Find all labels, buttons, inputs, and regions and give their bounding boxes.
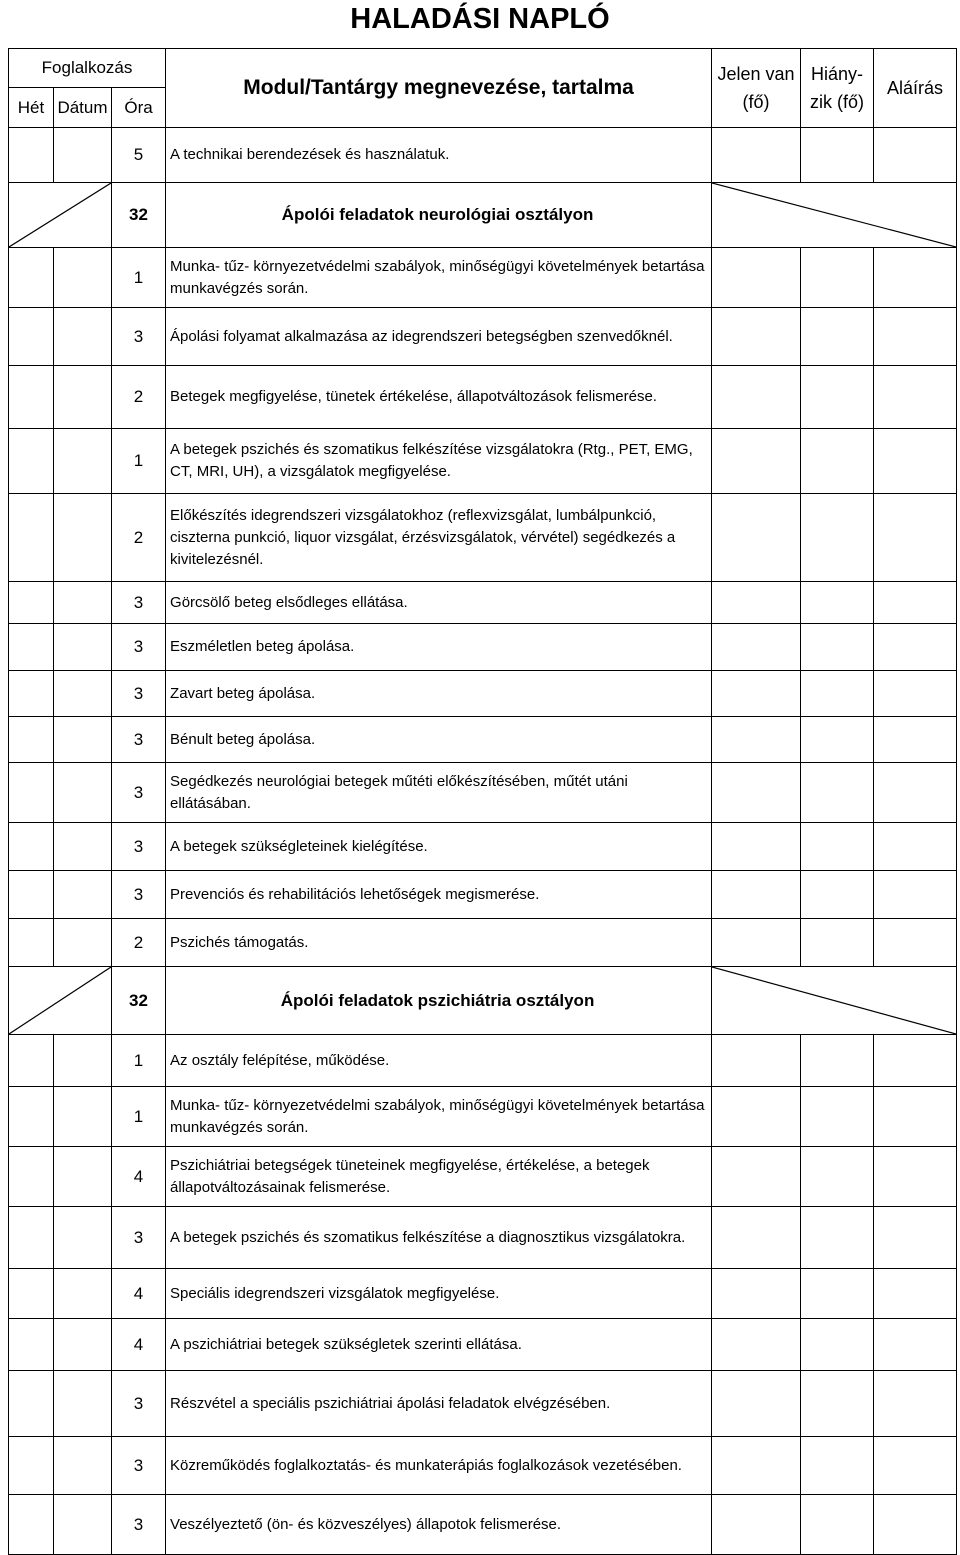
header-modul: Modul/Tantárgy megnevezése, tartalma <box>166 49 712 128</box>
hianyzik-cell[interactable] <box>801 1147 874 1207</box>
header-jelen-van <box>712 49 801 128</box>
header-alairas: Aláírás <box>874 49 957 128</box>
topic-cell: Eszméletlen beteg ápolása. <box>166 624 712 671</box>
jelen-cell[interactable] <box>712 671 801 717</box>
page-title: HALADÁSI NAPLÓ <box>350 3 610 35</box>
header-ora: Óra <box>112 88 166 128</box>
table-row <box>9 1269 957 1319</box>
jelen-cell[interactable] <box>712 1437 801 1495</box>
hours-cell: 3 <box>112 308 166 366</box>
topic-cell: Betegek megfigyelése, tünetek értékelése, állapotváltozások felismerése. <box>166 366 712 429</box>
jelen-cell[interactable] <box>712 624 801 671</box>
het-cell[interactable] <box>9 582 54 624</box>
jelen-cell[interactable] <box>712 871 801 919</box>
hours-cell: 3 <box>112 1371 166 1437</box>
alairas-cell[interactable] <box>874 1437 957 1495</box>
section-diagonal-right <box>712 967 957 1035</box>
datum-cell[interactable] <box>54 871 112 919</box>
alairas-cell[interactable] <box>874 429 957 494</box>
datum-cell[interactable] <box>54 1319 112 1371</box>
datum-cell[interactable] <box>54 1495 112 1555</box>
alairas-cell[interactable] <box>874 823 957 871</box>
het-cell[interactable] <box>9 366 54 429</box>
hours-cell: 5 <box>112 128 166 183</box>
het-cell[interactable] <box>9 1147 54 1207</box>
alairas-cell[interactable] <box>874 1035 957 1087</box>
alairas-cell[interactable] <box>874 1207 957 1269</box>
jelen-cell[interactable] <box>712 128 801 183</box>
topic-cell: A pszichiátriai betegek szükségletek szerinti ellátása. <box>166 1319 712 1371</box>
jelen-cell[interactable] <box>712 582 801 624</box>
alairas-cell[interactable] <box>874 919 957 967</box>
hours-cell: 3 <box>112 1437 166 1495</box>
hianyzik-cell[interactable] <box>801 494 874 582</box>
header-jelen-line1: Jelen van <box>717 64 795 84</box>
section-title: Ápolói feladatok pszichiátria osztályon <box>166 967 712 1035</box>
topic-cell: Görcsölő beteg elsődleges ellátása. <box>166 582 712 624</box>
hianyzik-cell[interactable] <box>801 1087 874 1147</box>
jelen-cell[interactable] <box>712 717 801 763</box>
hianyzik-cell[interactable] <box>801 823 874 871</box>
datum-cell[interactable] <box>54 248 112 308</box>
jelen-cell[interactable] <box>712 494 801 582</box>
topic-cell: Ápolási folyamat alkalmazása az idegrendszeri betegségben szenvedőknél. <box>166 308 712 366</box>
datum-cell[interactable] <box>54 308 112 366</box>
table-row <box>9 1495 957 1555</box>
alairas-cell[interactable] <box>874 494 957 582</box>
hianyzik-cell[interactable] <box>801 763 874 823</box>
datum-cell[interactable] <box>54 1087 112 1147</box>
table-row <box>9 429 957 494</box>
header-het: Hét <box>9 88 54 128</box>
topic-cell: A betegek szükségleteinek kielégítése. <box>166 823 712 871</box>
section-row <box>9 183 957 248</box>
topic-cell: Pszichiátriai betegségek tüneteinek megfigyelése, értékelése, a betegek állapotváltozásainak felismerése. <box>166 1147 712 1207</box>
het-cell[interactable] <box>9 248 54 308</box>
hianyzik-cell[interactable] <box>801 1319 874 1371</box>
hianyzik-cell[interactable] <box>801 919 874 967</box>
alairas-cell[interactable] <box>874 128 957 183</box>
table-row <box>9 717 957 763</box>
hianyzik-cell[interactable] <box>801 1495 874 1555</box>
table-row <box>9 763 957 823</box>
datum-cell[interactable] <box>54 366 112 429</box>
het-cell[interactable] <box>9 871 54 919</box>
het-cell[interactable] <box>9 919 54 967</box>
alairas-cell[interactable] <box>874 624 957 671</box>
datum-cell[interactable] <box>54 763 112 823</box>
alairas-cell[interactable] <box>874 763 957 823</box>
header-jelen-line2: (fő) <box>742 92 770 112</box>
table-row <box>9 823 957 871</box>
hianyzik-cell[interactable] <box>801 308 874 366</box>
hianyzik-cell[interactable] <box>801 582 874 624</box>
jelen-cell[interactable] <box>712 1371 801 1437</box>
hours-cell: 32 <box>112 183 166 248</box>
hours-cell: 3 <box>112 582 166 624</box>
het-cell[interactable] <box>9 1437 54 1495</box>
hianyzik-cell[interactable] <box>801 671 874 717</box>
hours-cell: 4 <box>112 1147 166 1207</box>
hours-cell: 3 <box>112 763 166 823</box>
table-row <box>9 494 957 582</box>
het-cell[interactable] <box>9 1319 54 1371</box>
hours-cell: 1 <box>112 1087 166 1147</box>
jelen-cell[interactable] <box>712 763 801 823</box>
alairas-cell[interactable] <box>874 1495 957 1555</box>
topic-cell: Pszichés támogatás. <box>166 919 712 967</box>
datum-cell[interactable] <box>54 919 112 967</box>
het-cell[interactable] <box>9 823 54 871</box>
progress-log-table <box>8 48 957 1555</box>
het-cell[interactable] <box>9 308 54 366</box>
table-row <box>9 1087 957 1147</box>
het-cell[interactable] <box>9 429 54 494</box>
hours-cell: 2 <box>112 494 166 582</box>
hianyzik-cell[interactable] <box>801 366 874 429</box>
datum-cell[interactable] <box>54 429 112 494</box>
datum-cell[interactable] <box>54 624 112 671</box>
header-hianyzik <box>801 49 874 128</box>
datum-cell[interactable] <box>54 494 112 582</box>
hours-cell: 1 <box>112 429 166 494</box>
section-diagonal-left <box>9 183 112 248</box>
table-row <box>9 1207 957 1269</box>
datum-cell[interactable] <box>54 582 112 624</box>
section-diagonal-right <box>712 183 957 248</box>
section-title: Ápolói feladatok neurológiai osztályon <box>166 183 712 248</box>
jelen-cell[interactable] <box>712 1147 801 1207</box>
table-row <box>9 671 957 717</box>
datum-cell[interactable] <box>54 717 112 763</box>
topic-cell: Veszélyeztető (ön- és közveszélyes) állapotok felismerése. <box>166 1495 712 1555</box>
hianyzik-cell[interactable] <box>801 1035 874 1087</box>
table-row <box>9 1035 957 1087</box>
topic-cell: Zavart beteg ápolása. <box>166 671 712 717</box>
section-row <box>9 967 957 1035</box>
topic-cell: Segédkezés neurológiai betegek műtéti előkészítésében, műtét utáni ellátásában. <box>166 763 712 823</box>
hours-cell: 1 <box>112 248 166 308</box>
table-row <box>9 308 957 366</box>
table-row <box>9 1319 957 1371</box>
jelen-cell[interactable] <box>712 1269 801 1319</box>
datum-cell[interactable] <box>54 1207 112 1269</box>
topic-cell: A betegek pszichés és szomatikus felkészítése a diagnosztikus vizsgálatokra. <box>166 1207 712 1269</box>
hianyzik-cell[interactable] <box>801 429 874 494</box>
jelen-cell[interactable] <box>712 1035 801 1087</box>
het-cell[interactable] <box>9 717 54 763</box>
datum-cell[interactable] <box>54 1147 112 1207</box>
hianyzik-cell[interactable] <box>801 1437 874 1495</box>
het-cell[interactable] <box>9 1269 54 1319</box>
datum-cell[interactable] <box>54 1437 112 1495</box>
datum-cell[interactable] <box>54 1035 112 1087</box>
hianyzik-cell[interactable] <box>801 1371 874 1437</box>
hours-cell: 3 <box>112 1495 166 1555</box>
datum-cell[interactable] <box>54 1269 112 1319</box>
jelen-cell[interactable] <box>712 308 801 366</box>
jelen-cell[interactable] <box>712 1207 801 1269</box>
het-cell[interactable] <box>9 128 54 183</box>
jelen-cell[interactable] <box>712 429 801 494</box>
table-row <box>9 248 957 308</box>
hours-cell: 1 <box>112 1035 166 1087</box>
hours-cell: 4 <box>112 1269 166 1319</box>
topic-cell: Munka- tűz- környezetvédelmi szabályok, minőségügyi követelmények betartása munkavégzés során. <box>166 1087 712 1147</box>
het-cell[interactable] <box>9 1087 54 1147</box>
hianyzik-cell[interactable] <box>801 1207 874 1269</box>
het-cell[interactable] <box>9 1207 54 1269</box>
topic-cell: Közreműködés foglalkoztatás- és munkaterápiás foglalkozások vezetésében. <box>166 1437 712 1495</box>
datum-cell[interactable] <box>54 128 112 183</box>
topic-cell: A betegek pszichés és szomatikus felkészítése vizsgálatokra (Rtg., PET, EMG, CT, MRI, UH), a vizsgálatok megfigyelése. <box>166 429 712 494</box>
datum-cell[interactable] <box>54 1371 112 1437</box>
het-cell[interactable] <box>9 1035 54 1087</box>
hours-cell: 3 <box>112 1207 166 1269</box>
alairas-cell[interactable] <box>874 1269 957 1319</box>
jelen-cell[interactable] <box>712 823 801 871</box>
header-hiany-line1: Hiány- <box>811 64 864 84</box>
hianyzik-cell[interactable] <box>801 128 874 183</box>
alairas-cell[interactable] <box>874 582 957 624</box>
table-row <box>9 1437 957 1495</box>
table-row <box>9 1147 957 1207</box>
het-cell[interactable] <box>9 624 54 671</box>
jelen-cell[interactable] <box>712 919 801 967</box>
table-row <box>9 366 957 429</box>
topic-cell: Speciális idegrendszeri vizsgálatok megfigyelése. <box>166 1269 712 1319</box>
hours-cell: 3 <box>112 717 166 763</box>
hours-cell: 3 <box>112 671 166 717</box>
topic-cell: Részvétel a speciális pszichiátriai ápolási feladatok elvégzésében. <box>166 1371 712 1437</box>
log-rows <box>9 128 957 1555</box>
table-row <box>9 624 957 671</box>
table-row <box>9 582 957 624</box>
alairas-cell[interactable] <box>874 1319 957 1371</box>
hours-cell: 2 <box>112 366 166 429</box>
header-hiany-line2: zik (fő) <box>810 92 865 112</box>
het-cell[interactable] <box>9 763 54 823</box>
jelen-cell[interactable] <box>712 1087 801 1147</box>
hours-cell: 3 <box>112 624 166 671</box>
alairas-cell[interactable] <box>874 248 957 308</box>
table-row <box>9 1371 957 1437</box>
datum-cell[interactable] <box>54 671 112 717</box>
hours-cell: 4 <box>112 1319 166 1371</box>
hianyzik-cell[interactable] <box>801 871 874 919</box>
table-row <box>9 128 957 183</box>
alairas-cell[interactable] <box>874 366 957 429</box>
het-cell[interactable] <box>9 1495 54 1555</box>
alairas-cell[interactable] <box>874 671 957 717</box>
hours-cell: 2 <box>112 919 166 967</box>
alairas-cell[interactable] <box>874 1087 957 1147</box>
hours-cell: 3 <box>112 871 166 919</box>
het-cell[interactable] <box>9 494 54 582</box>
jelen-cell[interactable] <box>712 1495 801 1555</box>
header-datum: Dátum <box>54 88 112 128</box>
jelen-cell[interactable] <box>712 1319 801 1371</box>
hianyzik-cell[interactable] <box>801 248 874 308</box>
hianyzik-cell[interactable] <box>801 624 874 671</box>
section-diagonal-left <box>9 967 112 1035</box>
alairas-cell[interactable] <box>874 717 957 763</box>
topic-cell: A technikai berendezések és használatuk. <box>166 128 712 183</box>
topic-cell: Prevenciós és rehabilitációs lehetőségek megismerése. <box>166 871 712 919</box>
datum-cell[interactable] <box>54 823 112 871</box>
hours-cell: 3 <box>112 823 166 871</box>
alairas-cell[interactable] <box>874 1371 957 1437</box>
alairas-cell[interactable] <box>874 1147 957 1207</box>
table-row <box>9 871 957 919</box>
topic-cell: Előkészítés idegrendszeri vizsgálatokhoz (reflexvizsgálat, lumbálpunkció, ciszterna punkció, liquor vizsgálat, érzésvizsgálatok, vérvétel) segédkezés a kivitelezésnél. <box>166 494 712 582</box>
alairas-cell[interactable] <box>874 871 957 919</box>
topic-cell: Az osztály felépítése, működése. <box>166 1035 712 1087</box>
hours-cell: 32 <box>112 967 166 1035</box>
hianyzik-cell[interactable] <box>801 717 874 763</box>
alairas-cell[interactable] <box>874 308 957 366</box>
jelen-cell[interactable] <box>712 366 801 429</box>
het-cell[interactable] <box>9 1371 54 1437</box>
jelen-cell[interactable] <box>712 248 801 308</box>
topic-cell: Munka- tűz- környezetvédelmi szabályok, minőségügyi követelmények betartása munkavégzés során. <box>166 248 712 308</box>
table-row <box>9 919 957 967</box>
hianyzik-cell[interactable] <box>801 1269 874 1319</box>
topic-cell: Bénult beteg ápolása. <box>166 717 712 763</box>
header-foglalkozas: Foglalkozás <box>9 49 166 88</box>
het-cell[interactable] <box>9 671 54 717</box>
